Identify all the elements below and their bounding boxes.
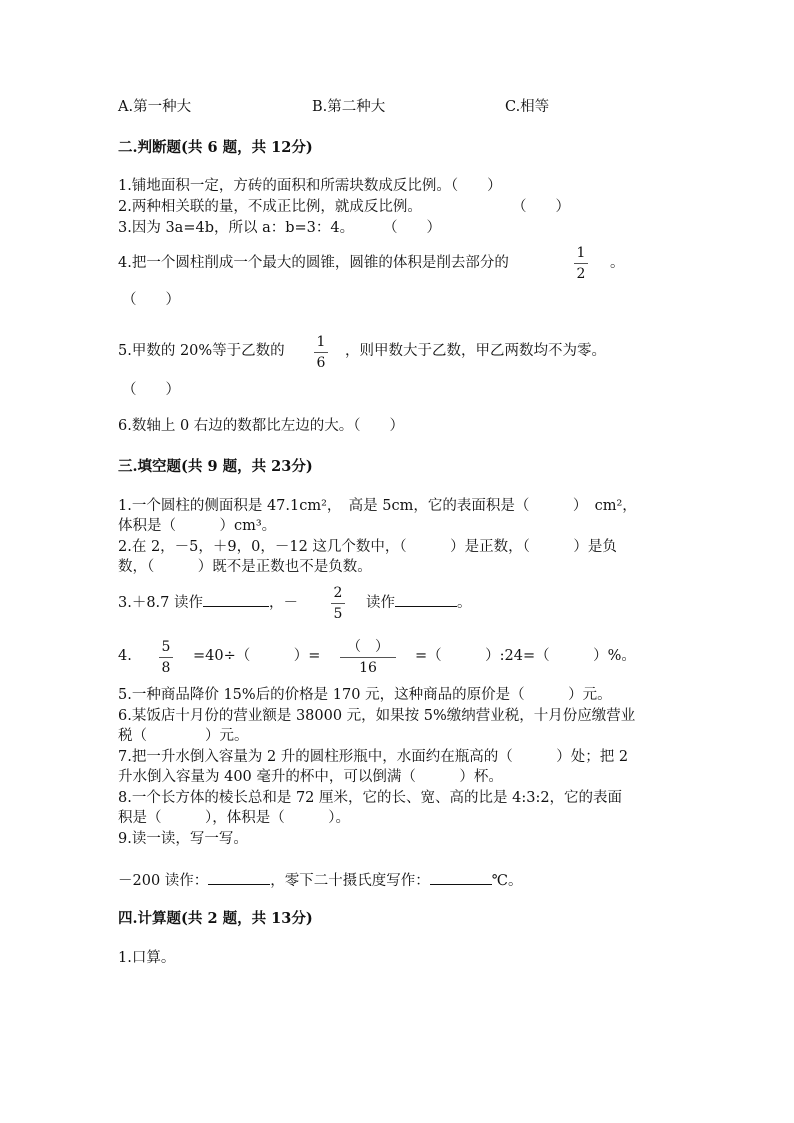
- fraction-bar: [159, 657, 173, 658]
- fraction-denominator: 2: [576, 266, 586, 282]
- judge-q5: 5.甲数的 20%等于乙数的: [118, 343, 285, 359]
- fill-q3: [118, 592, 298, 613]
- option-a: A.第一种大: [118, 99, 192, 115]
- option-b: B.第二种大: [312, 99, 386, 115]
- judge-q3: 3.因为 3a=4b，所以 a：b=3：4。: [118, 220, 355, 236]
- judge-q1: 1.铺地面积一定，方砖的面积和所需块数成反比例。（ ）: [118, 178, 502, 194]
- judge-q5-fraction: [314, 333, 328, 372]
- fill-q3-fraction: [331, 584, 345, 623]
- option-c: C.相等: [505, 99, 550, 115]
- fill-q4-fraction1: [159, 638, 173, 677]
- judge-q6: 6.数轴上 0 右边的数都比左边的大。（ ）: [118, 418, 405, 434]
- fill-q9-c: ℃。: [491, 873, 523, 889]
- section2-heading: 二.判断题(共 6 题，共 12分): [118, 139, 313, 156]
- fraction-denominator: 6: [316, 355, 326, 371]
- fraction-denominator: 8: [161, 660, 171, 676]
- section3-heading: 三.填空题(共 9 题，共 23分): [118, 458, 313, 475]
- fill-q8-line2: 积是（ ），体积是（ ）。: [118, 810, 350, 826]
- fraction-denominator: 5: [333, 606, 343, 622]
- calc-q1: 1.口算。: [118, 950, 176, 966]
- judge-q4-fraction: [574, 244, 588, 283]
- fill-q5: 5.一种商品降价 15%后的价格是 170 元，这种商品的原价是（ ）元。: [118, 687, 612, 703]
- fill-q1-line1: 1.一个圆柱的侧面积是 47.1cm²， 高是 5cm，它的表面积是（ ） cm²，: [118, 498, 637, 514]
- fill-q9-line: [118, 870, 523, 891]
- fraction-bar: [340, 657, 396, 658]
- fraction-bar: [314, 352, 328, 353]
- fill-q3-rest: [366, 592, 472, 613]
- fill-q4-mid2: =（ ）:24=（ ）%。: [415, 648, 636, 664]
- fill-q4-fraction2: [340, 638, 396, 677]
- fill-q3-a: 3.＋8.7 读作: [118, 595, 204, 611]
- judge-q2: 2.两种相关联的量，不成正比例，就成反比例。: [118, 199, 422, 215]
- fill-q7-line1: 7.把一升水倒入容量为 2 升的圆柱形瓶中，水面约在瓶高的（ ）处；把 2: [118, 749, 629, 765]
- fill-q9-b: ，零下二十摄氏度写作：: [270, 873, 430, 889]
- answer-blank: [208, 870, 270, 885]
- fill-q8-line1: 8.一个长方体的棱长总和是 72 厘米，它的长、宽、高的比是 4:3:2，它的表面: [118, 790, 623, 806]
- fraction-numerator: 1: [316, 334, 326, 350]
- fill-q6-line1: 6.某饭店十月份的营业额是 38000 元，如果按 5%缴纳营业税，十月份应缴营业: [118, 708, 636, 724]
- fraction-bar: [331, 603, 345, 604]
- fill-q3-c: 读作: [366, 595, 395, 611]
- judge-q4: 4.把一个圆柱削成一个最大的圆锥，圆锥的体积是削去部分的: [118, 255, 509, 271]
- fill-q9-a: －200 读作：: [118, 873, 209, 889]
- judge-q4-tail: 。: [610, 255, 625, 271]
- fill-q3-d: 。: [457, 595, 472, 611]
- fill-q1-line2: 体积是（ ）cm³。: [118, 518, 277, 534]
- fraction-bar: [574, 263, 588, 264]
- fraction-denominator: 16: [359, 660, 377, 676]
- answer-blank: [203, 592, 269, 607]
- fill-q2-line1: 2.在 2，－5，＋9，0，－12 这几个数中，（ ）是正数，（ ）是负: [118, 539, 617, 555]
- fill-q4-label: 4.: [118, 648, 132, 664]
- judge-q5-tail: ，则甲数大于乙数，甲乙两数均不为零。: [345, 343, 606, 359]
- fill-q9: 9.读一读，写一写。: [118, 831, 248, 847]
- fraction-numerator: （ ）: [347, 639, 389, 655]
- fill-q7-line2: 升水倒入容量为 400 毫升的杯中，可以倒满（ ）杯。: [118, 769, 503, 785]
- fill-q6-line2: 税（ ）元。: [118, 728, 249, 744]
- fraction-numerator: 5: [161, 639, 171, 655]
- fill-q4-mid1: =40÷（ ）=: [193, 648, 321, 664]
- judge-q5-paren: （ ）: [122, 382, 180, 398]
- judge-q3-paren: （ ）: [383, 220, 441, 236]
- fraction-numerator: 2: [333, 585, 343, 601]
- section4-heading: 四.计算题(共 2 题，共 13分): [118, 910, 313, 927]
- fill-q2-line2: 数，（ ）既不是正数也不是负数。: [118, 559, 372, 575]
- fill-q3-b: ，－: [269, 595, 299, 611]
- judge-q4-paren: （ ）: [122, 292, 180, 308]
- fraction-numerator: 1: [576, 245, 586, 261]
- answer-blank: [395, 592, 457, 607]
- judge-q2-paren: （ ）: [512, 199, 570, 215]
- answer-blank: [430, 870, 492, 885]
